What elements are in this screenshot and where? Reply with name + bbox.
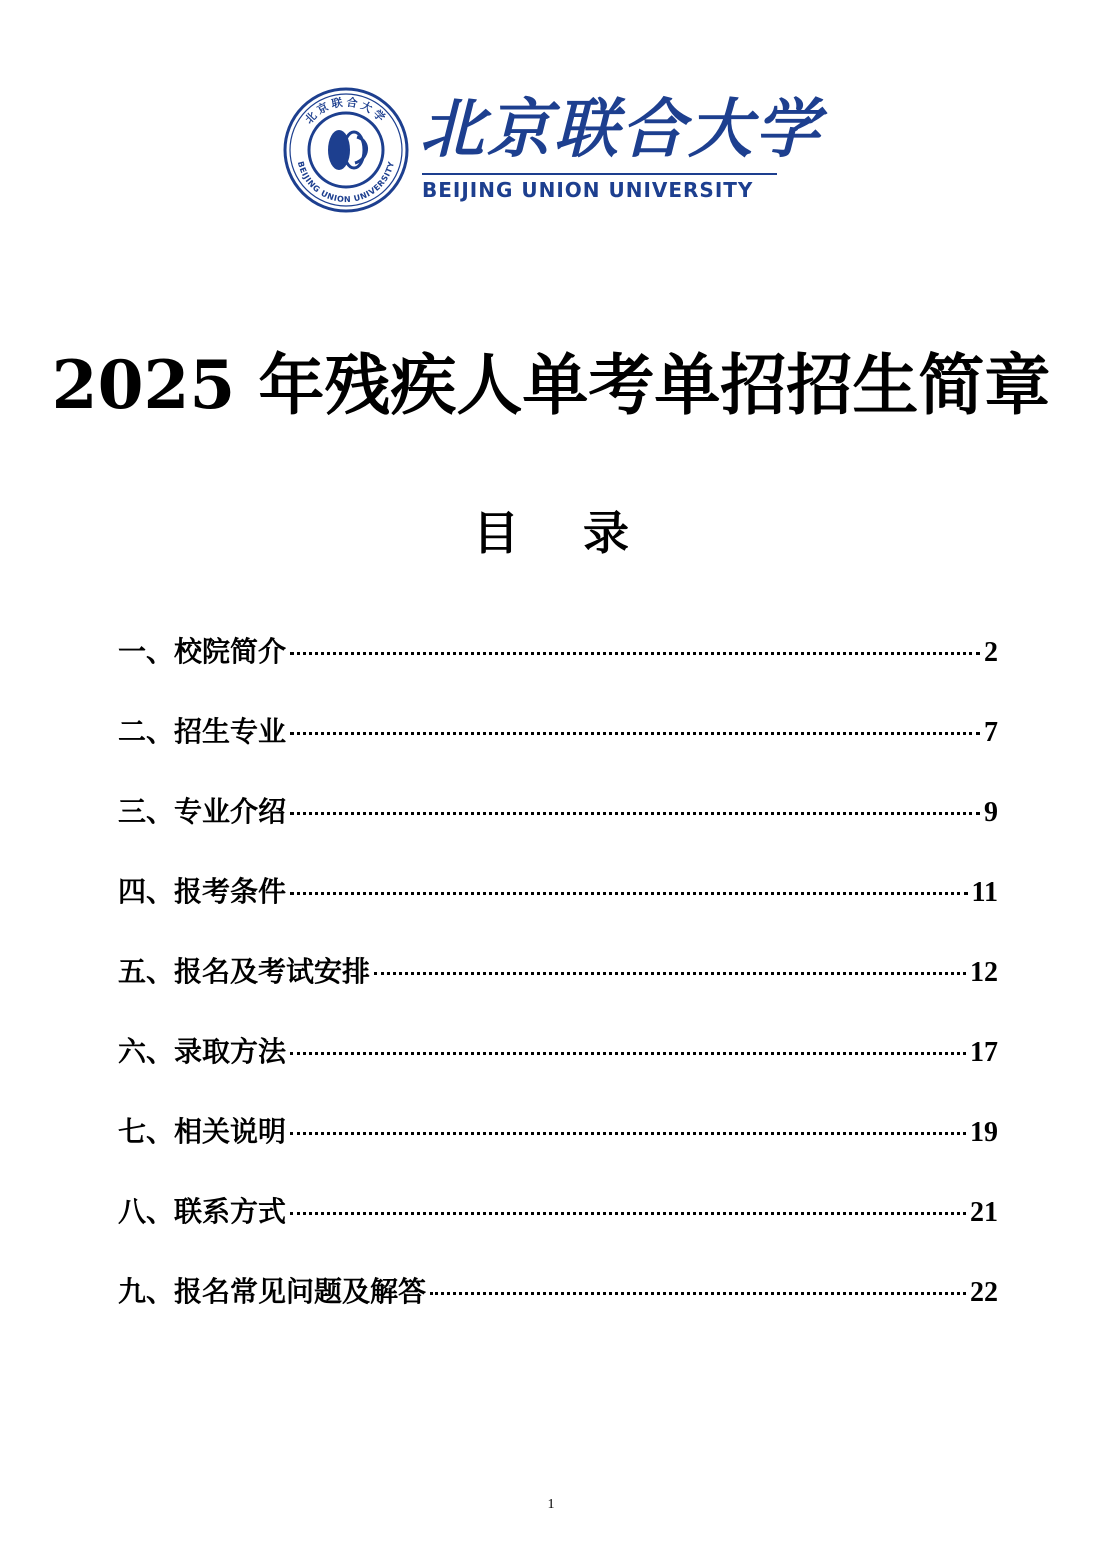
table-of-contents <box>118 632 998 1352</box>
toc-item-registration-exam[interactable] <box>118 952 998 1032</box>
toc-item-label: 二、招生专业 <box>118 715 287 748</box>
toc-item-label: 九、报名常见问题及解答 <box>118 1275 427 1308</box>
toc-item-contact[interactable] <box>118 1192 998 1272</box>
toc-item-page: 9 <box>984 797 998 828</box>
toc-item-school-intro[interactable] <box>118 632 998 712</box>
toc-item-page: 22 <box>970 1277 998 1308</box>
toc-item-label: 六、录取方法 <box>118 1035 287 1068</box>
toc-dot-leader <box>290 812 980 815</box>
toc-item-page: 12 <box>970 957 998 988</box>
toc-dot-leader <box>290 1212 966 1215</box>
toc-item-major-intro[interactable] <box>118 792 998 872</box>
university-seal-icon <box>283 87 409 213</box>
toc-item-page: 21 <box>970 1197 998 1228</box>
toc-item-label: 七、相关说明 <box>118 1115 287 1148</box>
toc-item-page: 19 <box>970 1117 998 1148</box>
toc-item-label: 三、专业介绍 <box>118 795 287 828</box>
toc-dot-leader <box>430 1292 966 1295</box>
toc-item-faq[interactable] <box>118 1272 998 1352</box>
university-logo <box>283 87 822 217</box>
toc-item-label: 一、校院简介 <box>118 635 287 668</box>
toc-item-majors[interactable] <box>118 712 998 792</box>
toc-dot-leader <box>374 972 966 975</box>
toc-item-page: 7 <box>984 717 998 748</box>
toc-dot-leader <box>290 1132 966 1135</box>
toc-dot-leader <box>290 732 980 735</box>
toc-item-label: 八、联系方式 <box>118 1195 287 1228</box>
toc-item-label: 四、报考条件 <box>118 875 287 908</box>
toc-item-admission-method[interactable] <box>118 1032 998 1112</box>
toc-item-page: 11 <box>971 877 998 908</box>
toc-dot-leader <box>290 892 968 895</box>
svg-text:BEIJING UNION UNIVERSITY: BEIJING UNION UNIVERSITY <box>295 160 397 205</box>
toc-item-requirements[interactable] <box>118 872 998 952</box>
toc-item-page: 17 <box>970 1037 998 1068</box>
logo-name-english: BEIJING UNION UNIVERSITY <box>422 178 754 202</box>
toc-heading: 目 录 <box>472 506 630 560</box>
logo-divider <box>422 173 777 175</box>
svg-text:北京联合大学: 北京联合大学 <box>302 95 390 127</box>
toc-dot-leader <box>290 1052 966 1055</box>
page-number: 1 <box>547 1497 555 1512</box>
toc-item-label: 五、报名及考试安排 <box>118 955 371 988</box>
document-title: 2025 年残疾人单考单招招生简章 <box>51 346 1051 424</box>
toc-item-notes[interactable] <box>118 1112 998 1192</box>
toc-item-page: 2 <box>984 637 998 668</box>
logo-name-chinese: 北京联合大学 <box>420 92 822 167</box>
toc-dot-leader <box>290 652 980 655</box>
